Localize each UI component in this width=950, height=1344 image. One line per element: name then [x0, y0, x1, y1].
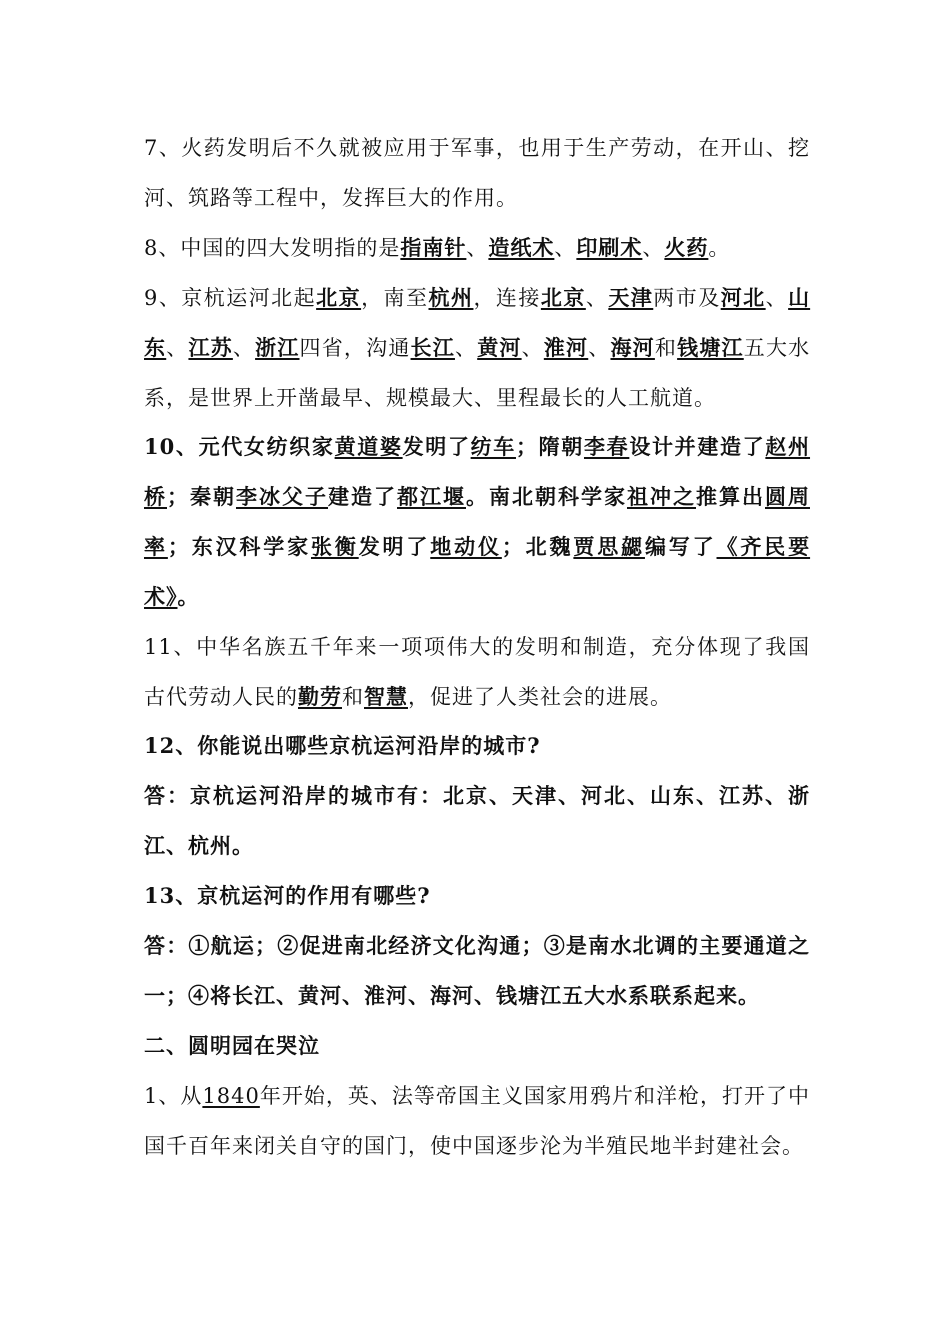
underlined-answer: 长江	[410, 335, 455, 360]
paragraph-7	[144, 123, 810, 223]
paragraph-9	[144, 273, 810, 423]
underlined-answer: 勤劳	[298, 684, 342, 709]
text-segment: 、	[521, 336, 544, 360]
text-segment: 、	[454, 336, 478, 360]
text-segment: ；隋朝	[515, 434, 584, 459]
text-segment: ；东汉科学家	[167, 534, 311, 559]
underlined-answer: 河北	[720, 285, 766, 310]
underlined-answer: 地动仪	[430, 534, 502, 559]
text-segment: ，促进了人类社会的进展。	[408, 685, 672, 709]
text-segment: ，南至	[361, 286, 429, 310]
paragraph-11	[144, 622, 810, 722]
text-segment: 五大水系，是世界上开凿最早、规模最大、里程最长的人工航道。	[144, 336, 811, 410]
underlined-answer: 造纸术	[488, 235, 555, 260]
text-segment: 13、京杭运河的作用有哪些?	[144, 883, 431, 908]
text-segment: 和	[654, 336, 678, 360]
text-segment: 7、火药发明后不久就被应用于军事，也用于生产劳动，在开山、挖河、筑路等工程中，发挥巨大的作用。	[144, 136, 810, 210]
text-segment: 。	[708, 236, 731, 260]
text-segment: 推算出	[696, 484, 765, 509]
text-segment: 12、你能说出哪些京杭运河沿岸的城市?	[144, 733, 541, 758]
underlined-answer: 1840	[202, 1084, 260, 1108]
underlined-answer: 都江堰	[397, 484, 466, 509]
text-segment: 。南北朝科学家	[466, 484, 627, 509]
text-segment: ；秦朝	[167, 484, 236, 509]
text-segment: 、	[554, 236, 577, 260]
text-segment: 二、圆明园在哭泣	[144, 1033, 320, 1058]
underlined-answer: 海河	[610, 335, 655, 360]
underlined-answer: 杭州	[428, 285, 474, 310]
text-segment: 和	[342, 685, 364, 709]
text-segment: 发明了	[402, 434, 471, 459]
text-segment: 、	[765, 286, 789, 310]
text-segment: 设计并建造了	[629, 434, 766, 459]
underlined-answer: 赵州桥	[144, 434, 811, 509]
text-segment: 、	[585, 286, 609, 310]
underlined-answer: 江苏	[188, 335, 233, 360]
paragraph-8	[144, 223, 810, 273]
text-segment: 年开始，英、法等帝国主义国家用鸦片和洋枪，打开了中国千百年来闭关自守的国门，使中国逐步沦为半殖民地半封建社会。	[144, 1084, 810, 1158]
text-segment: 、	[588, 336, 611, 360]
underlined-answer: 李冰父子	[236, 484, 328, 509]
underlined-answer: 智慧	[364, 684, 408, 709]
text-segment: 11、中华名族五千年来一项项伟大的发明和制造，充分体现了我国古代劳动人民的	[144, 635, 810, 709]
underlined-answer: 山东	[144, 285, 811, 360]
text-segment: 、	[232, 336, 256, 360]
underlined-answer: 火药	[664, 235, 709, 260]
text-segment: 9、京杭运河北起	[144, 286, 317, 310]
text-segment: 8、中国的四大发明指的是	[144, 236, 401, 260]
text-segment: 、	[642, 236, 665, 260]
underlined-answer: 黄道婆	[334, 434, 403, 459]
text-segment: 答：①航运；②促进南北经济文化沟通；③是南水北调的主要通道之一；④将长江、黄河、淮河、海河、钱塘江五大水系联系起来。	[144, 933, 810, 1008]
text-segment: 10、元代女纺织家	[144, 434, 335, 459]
underlined-answer: 纺车	[470, 434, 516, 459]
text-segment: 四省，沟通	[299, 336, 411, 360]
underlined-answer: 黄河	[477, 335, 522, 360]
section-2-paragraph-1	[144, 1071, 810, 1171]
text-segment: 两市及	[653, 286, 721, 310]
text-segment: 建造了	[328, 484, 397, 509]
underlined-answer: 浙江	[255, 335, 300, 360]
underlined-answer: 张衡	[310, 534, 359, 559]
text-segment: 编写了	[644, 534, 717, 559]
underlined-answer: 天津	[608, 285, 654, 310]
answer-13	[144, 921, 810, 1021]
text-segment: 。	[177, 584, 200, 609]
text-segment: 1、从	[144, 1084, 203, 1108]
underlined-answer: 贾思勰	[573, 534, 645, 559]
text-segment: 、	[166, 336, 189, 360]
underlined-answer: 钱塘江	[677, 335, 744, 360]
answer-12	[144, 771, 810, 871]
text-segment: 、	[466, 236, 489, 260]
underlined-answer: 《齐民要术》	[144, 534, 811, 609]
text-segment: ；北魏	[501, 534, 574, 559]
underlined-answer: 圆周率	[144, 484, 810, 559]
underlined-answer: 印刷术	[576, 235, 643, 260]
section-heading	[144, 1021, 810, 1071]
question-12	[144, 721, 810, 771]
question-13	[144, 871, 810, 921]
underlined-answer: 北京	[540, 285, 586, 310]
underlined-answer: 祖冲之	[627, 484, 696, 509]
paragraph-10	[144, 422, 810, 622]
underlined-answer: 北京	[316, 285, 362, 310]
underlined-answer: 指南针	[400, 235, 467, 260]
text-segment: ，连接	[473, 286, 541, 310]
underlined-answer: 李春	[583, 434, 630, 459]
text-segment: 答：京杭运河沿岸的城市有：北京、天津、河北、山东、江苏、浙江、杭州。	[144, 783, 810, 858]
text-segment: 发明了	[358, 534, 431, 559]
underlined-answer: 淮河	[543, 335, 589, 360]
